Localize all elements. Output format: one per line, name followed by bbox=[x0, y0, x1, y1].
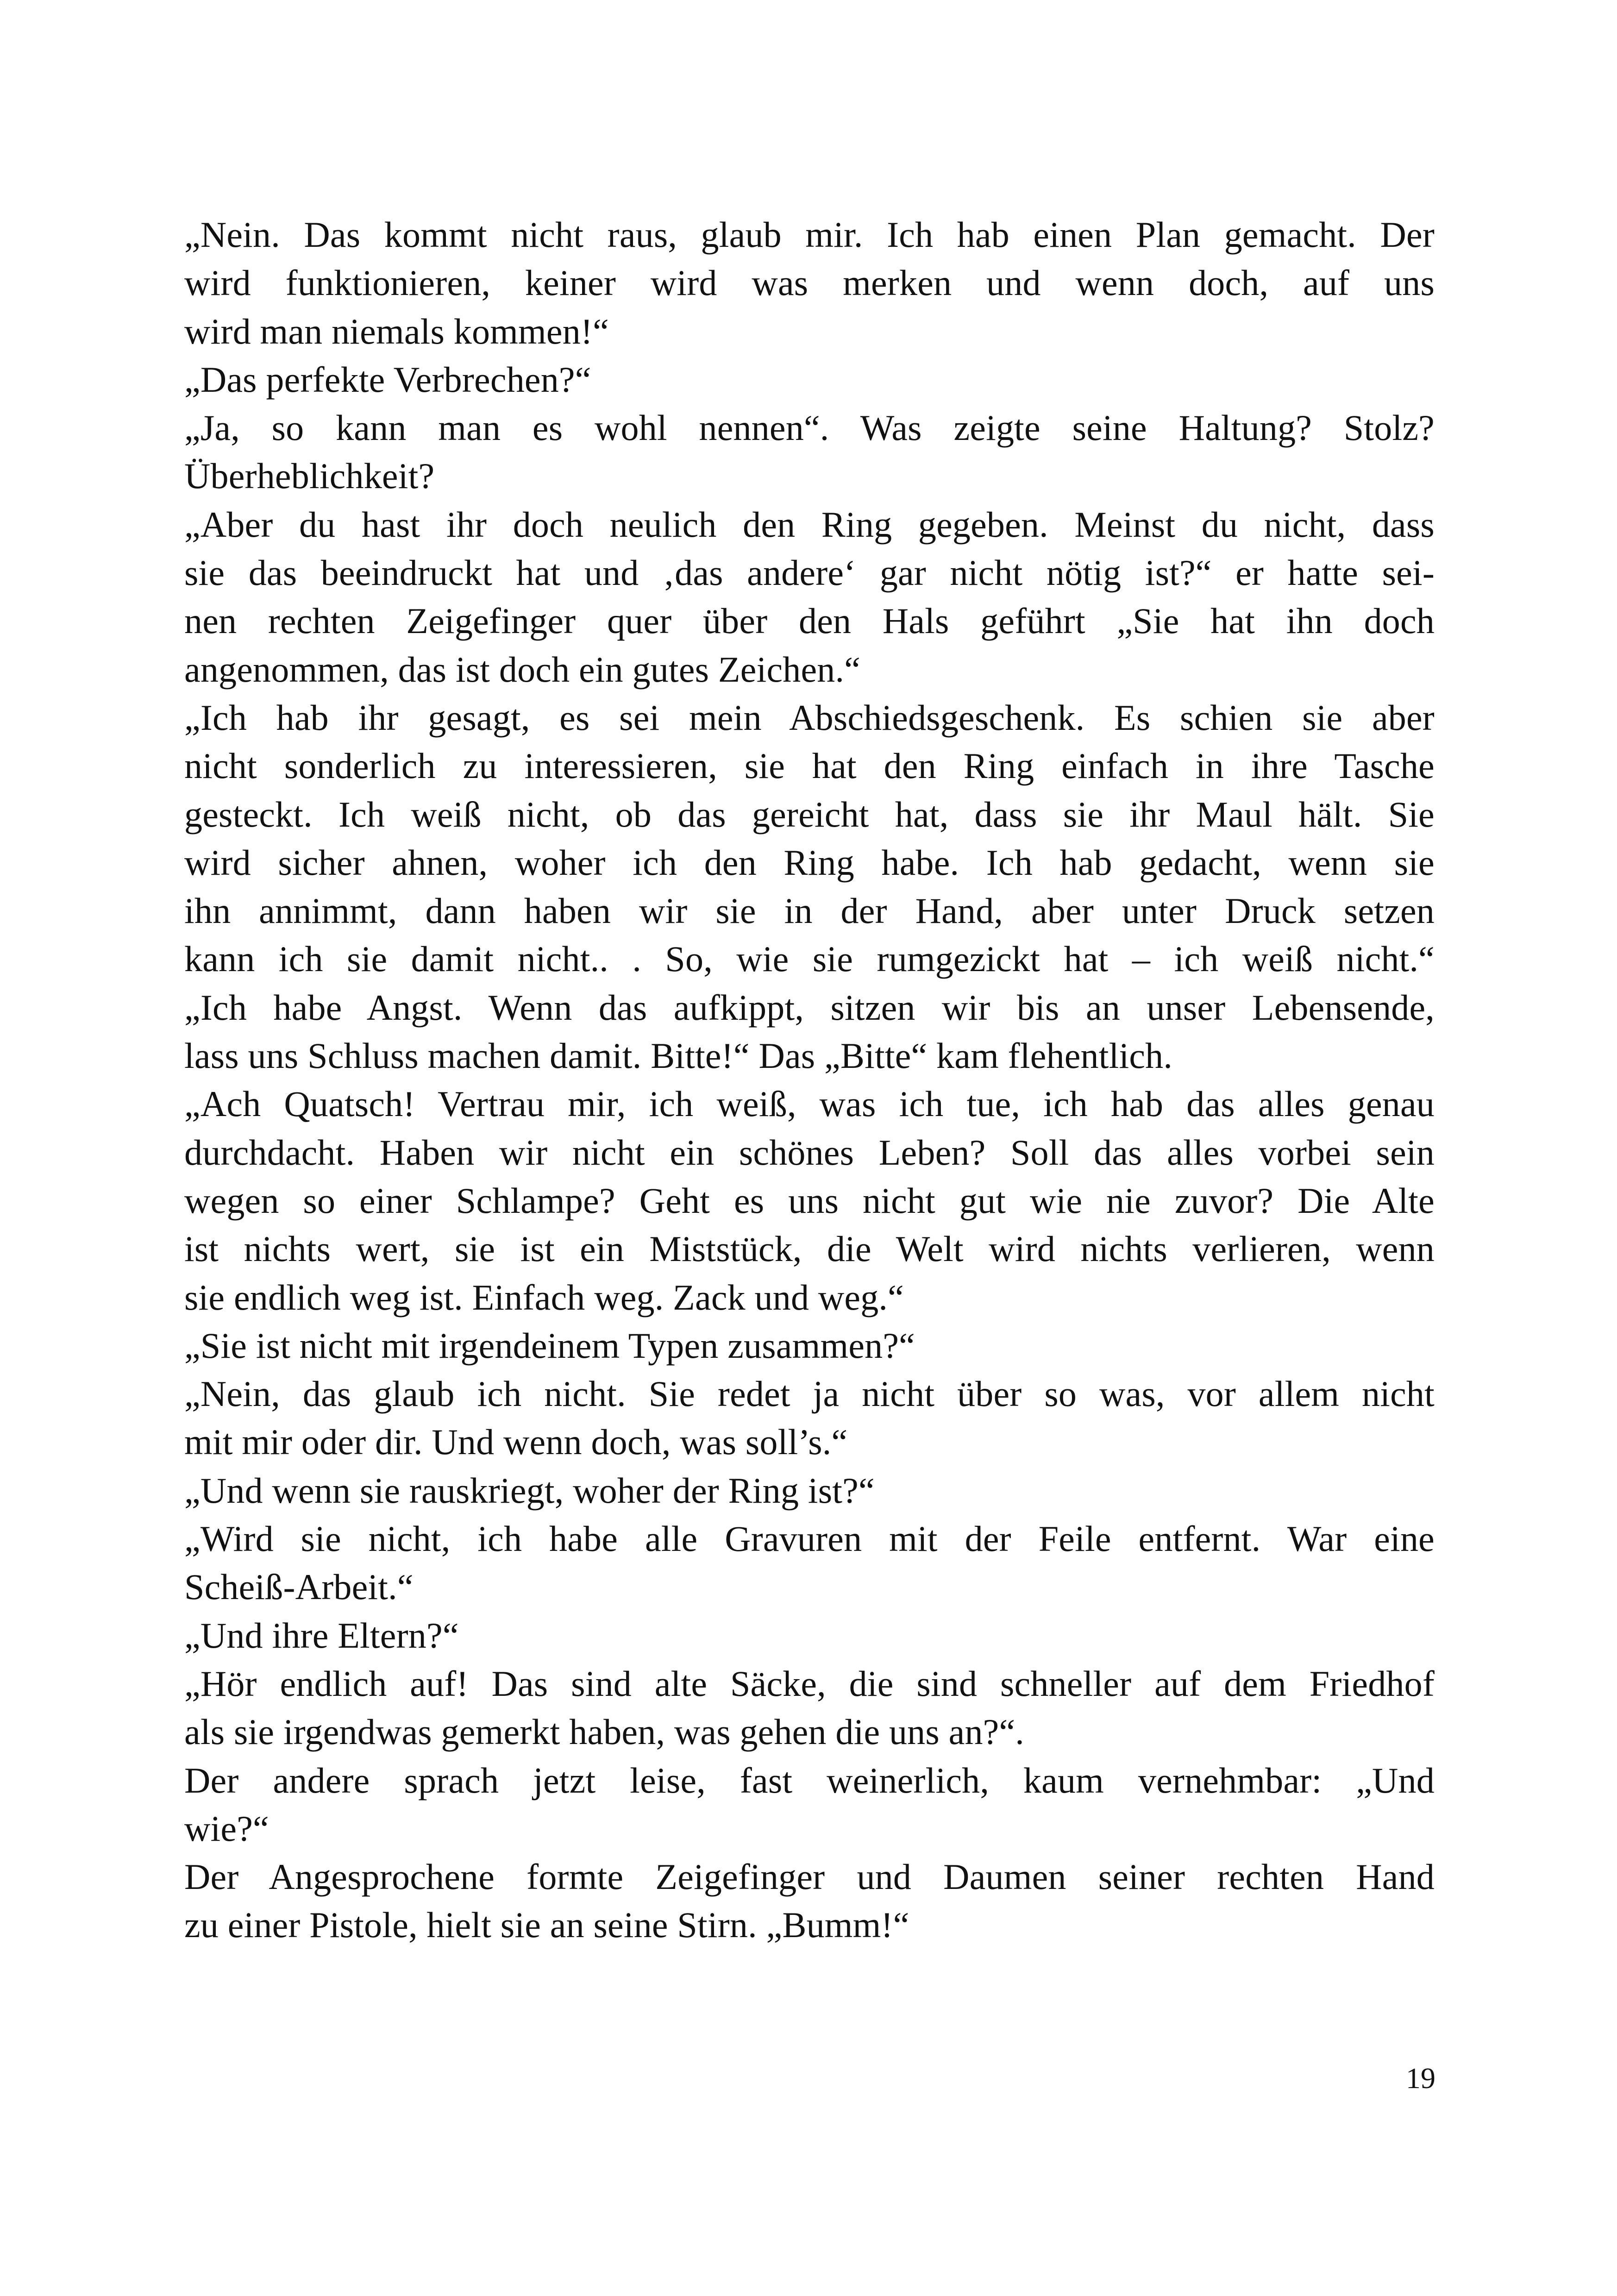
text-line: „Ich hab ihr gesagt, es sei mein Abschiedsgeschenk. Es schien sie aber bbox=[184, 697, 1435, 738]
text-line: gesteckt. Ich weiß nicht, ob das gereicht hat, dass sie ihr Maul hält. Sie bbox=[184, 794, 1435, 834]
text-line: „Hör endlich auf! Das sind alte Säcke, die sind schneller auf dem Friedhof bbox=[184, 1663, 1435, 1704]
text-line: nicht sonderlich zu interessieren, sie hat den Ring einfach in ihre Tasche bbox=[184, 746, 1435, 786]
text-line: „Ach Quatsch! Vertrau mir, ich weiß, was ich tue, ich hab das alles genau bbox=[184, 1084, 1435, 1124]
text-line: Der Angesprochene formte Zeigefinger und Daumen seiner rechten Hand bbox=[184, 1857, 1435, 1897]
text-line: „Nein, das glaub ich nicht. Sie redet ja nicht über so was, vor allem nicht bbox=[184, 1374, 1435, 1414]
text-line: durchdacht. Haben wir nicht ein schönes Leben? Soll das alles vorbei sein bbox=[184, 1132, 1435, 1173]
text-line: angenommen, das ist doch ein gutes Zeichen.“ bbox=[184, 649, 861, 690]
text-line: nen rechten Zeigefinger quer über den Hals geführt „Sie hat ihn doch bbox=[184, 601, 1435, 641]
text-line: mit mir oder dir. Und wenn doch, was soll’s.“ bbox=[184, 1422, 848, 1462]
text-line: „Das perfekte Verbrechen?“ bbox=[184, 359, 591, 400]
text-line: Scheiß-Arbeit.“ bbox=[184, 1567, 414, 1607]
text-line: wird sicher ahnen, woher ich den Ring habe. Ich hab gedacht, wenn sie bbox=[184, 842, 1435, 883]
text-line: kann ich sie damit nicht.. . So, wie sie rumgezickt hat – ich weiß nicht.“ bbox=[184, 939, 1435, 979]
text-line: Der andere sprach jetzt leise, fast weinerlich, kaum vernehmbar: „Und bbox=[184, 1760, 1435, 1800]
text-line: „Nein. Das kommt nicht raus, glaub mir. Ich hab einen Plan gemacht. Der bbox=[184, 214, 1435, 255]
text-line: „Wird sie nicht, ich habe alle Gravuren mit der Feile entfernt. War eine bbox=[184, 1518, 1435, 1559]
text-line: „Und wenn sie rauskriegt, woher der Ring ist?“ bbox=[184, 1470, 875, 1511]
text-line: wird funktionieren, keiner wird was merken und wenn doch, auf uns bbox=[184, 263, 1435, 303]
body-text bbox=[184, 211, 1435, 1950]
text-line: ihn annimmt, dann haben wir sie in der Hand, aber unter Druck setzen bbox=[184, 891, 1435, 931]
text-line: Überheblichkeit? bbox=[184, 456, 435, 496]
page-number: 19 bbox=[1406, 2062, 1435, 2095]
text-line: sie das beeindruckt hat und ‚das andere‘ gar nicht nötig ist?“ er hatte sei- bbox=[184, 552, 1435, 593]
text-line: zu einer Pistole, hielt sie an seine Stirn. „Bumm!“ bbox=[184, 1905, 909, 1945]
text-line: „Sie ist nicht mit irgendeinem Typen zusammen?“ bbox=[184, 1325, 915, 1366]
text-line: „Aber du hast ihr doch neulich den Ring gegeben. Meinst du nicht, dass bbox=[184, 504, 1435, 545]
text-line: ist nichts wert, sie ist ein Miststück, die Welt wird nichts verlieren, wenn bbox=[184, 1229, 1435, 1269]
text-line: „Und ihre Eltern?“ bbox=[184, 1615, 459, 1656]
text-line: wie?“ bbox=[184, 1808, 269, 1849]
text-line: lass uns Schluss machen damit. Bitte!“ Das „Bitte“ kam flehentlich. bbox=[184, 1035, 1173, 1076]
text-line: als sie irgendwas gemerkt haben, was gehen die uns an?“. bbox=[184, 1712, 1024, 1752]
text-line: wird man niemals kommen!“ bbox=[184, 311, 609, 351]
text-line: „Ich habe Angst. Wenn das aufkippt, sitzen wir bis an unser Lebensende, bbox=[184, 987, 1435, 1028]
text-line: wegen so einer Schlampe? Geht es uns nicht gut wie nie zuvor? Die Alte bbox=[184, 1180, 1435, 1221]
text-line: „Ja, so kann man es wohl nennen“. Was zeigte seine Haltung? Stolz? bbox=[184, 408, 1435, 448]
text-line: sie endlich weg ist. Einfach weg. Zack und weg.“ bbox=[184, 1277, 904, 1317]
